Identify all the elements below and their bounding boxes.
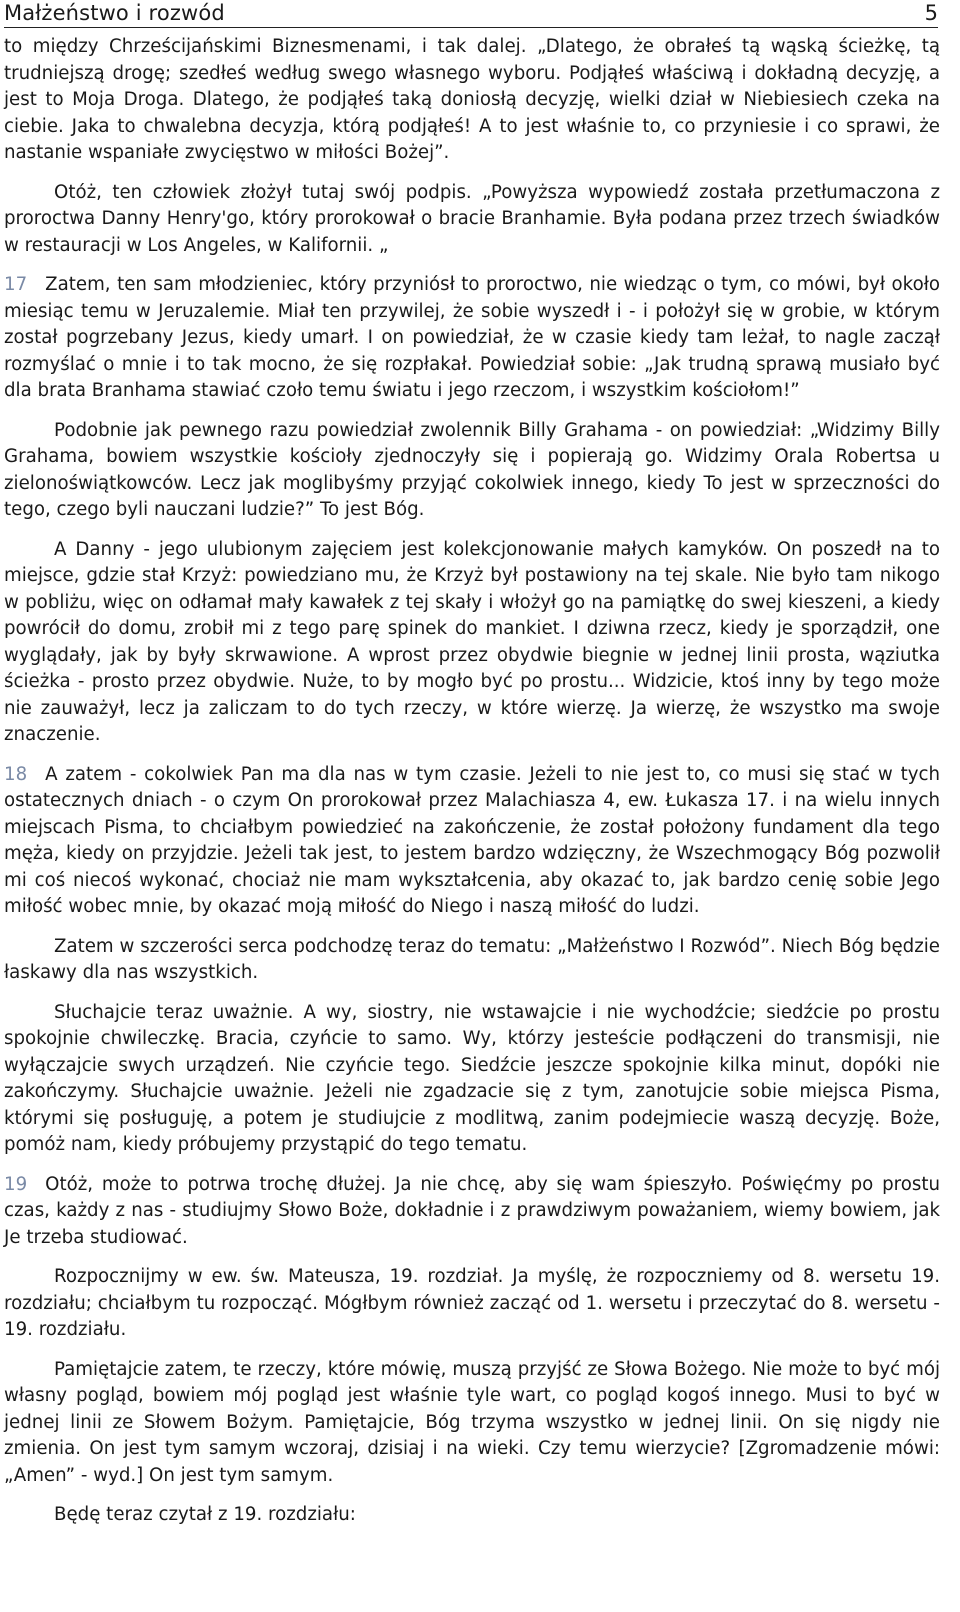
paragraph-text: A Danny - jego ulubionym zajęciem jest kolekcjonowanie małych kamyków. On poszedł na to miejsce, gdzie stał Krzyż: powiedziano mu, że Krzyż był postawiony na tej skale. Nie było tam nikogo w pobliżu, więc on odłamał mały kawałek z tej skały i włożył go na pamiątkę do swej kieszeni, a kiedy powrócił do domu, zrobił mi z tego parę spinek do mankiet. I dziwna rzecz, kiedy je sporządził, one wyglądały, jak by były skrwawione. A wprost przez obydwie biegnie w jednej linii prosta, wąziutka ścieżka - prosto przez obydwie. Nuże, to by mogło być po prostu... Widzicie, ktoś inny by tego może nie zauważył, lecz ja zaliczam to do tych rzeczy, w które wierzę. Ja wierzę, że wszystko ma swoje znaczenie.	[4, 538, 940, 745]
paragraph-11	[4, 1357, 940, 1490]
paragraph-number: 19	[4, 1173, 28, 1195]
paragraph-number: 17	[4, 274, 28, 295]
paragraph-text: Będę teraz czytał z 19. rozdziału:	[54, 1504, 356, 1525]
paragraph-9	[4, 1172, 940, 1252]
paragraph-7	[4, 934, 940, 987]
paragraph-text: Słuchajcie teraz uważnie. A wy, siostry, nie wstawajcie i nie wychodźcie; siedźcie po prostu spokojnie chwileczkę. Bracia, czyńcie to samo. Wy, którzy jesteście podłączeni do transmisji, nie wyłączajcie swych urządzeń. Nie czyńcie tego. Siedźcie jeszcze spokojnie kilka minut, dopóki nie zakończymy. Słuchajcie uważnie. Jeżeli nie zgadzacie się z tym, zanotujcie sobie miejsca Pisma, którymi się posługuję, a potem je studiujcie z modlitwą, zanim podejmiecie waszą decyzję. Boże, pomóż nam, kiedy próbujemy przystąpić do tego tematu.	[4, 1001, 940, 1155]
paragraph-5	[4, 537, 940, 749]
paragraph-text: Podobnie jak pewnego razu powiedział zwolennik Billy Grahama - on powiedział: „Widzimy Billy Grahama, bowiem wszystkie kościoły zjednoczyły się i popierają go. Widzimy Orala Robertsa u zielonoświątkowców. Lecz jak moglibyśmy przyjąć cokolwiek innego, kiedy To jest w sprzeczności do tego, czego byli nauczani ludzie?” To jest Bóg.	[4, 419, 940, 520]
page-header	[4, 0, 938, 28]
paragraph-text: Zatem w szczerości serca podchodzę teraz do tematu: „Małżeństwo I Rozwód”. Niech Bóg będzie łaskawy dla nas wszystkich.	[4, 935, 940, 983]
paragraph-2	[4, 180, 940, 260]
paragraph-text: Otóż, może to potrwa trochę dłużej. Ja nie chcę, aby się wam śpieszyło. Poświęćmy po prostu czas, każdy z nas - studiujmy Słowo Boże, dokładnie i z prawdziwym poważaniem, wiemy bowiem, jak Je trzeba studiować.	[4, 1173, 940, 1248]
paragraph-6	[4, 762, 940, 921]
paragraph-text: A zatem - cokolwiek Pan ma dla nas w tym czasie. Jeżeli to nie jest to, co musi się stać w tych ostatecznych dniach - o czym On prorokował przez Malachiasza 4, ew. Łukasza 17. i na wielu innych miejscach Pisma, to chciałbym powiedzieć na zakończenie, że został położony fundament dla tego męża, kiedy on przyjdzie. Jeżeli tak jest, to jestem bardzo wdzięczny, że Wszechmogący Bóg pozwolił mi coś niecoś wykonać, chociaż nie mam wykształcenia, aby okazać to, jak bardzo cenię sobie Jego miłość wobec mnie, by okazać moją miłość do Niego i naszą miłość do ludzi.	[4, 763, 940, 917]
paragraph-number: 18	[4, 763, 28, 785]
paragraph-text: Otóż, ten człowiek złożył tutaj swój podpis. „Powyższa wypowiedź została przetłumaczona z proroctwa Danny Henry'go, który prorokował o bracie Branhamie. Była podana przez trzech świadków w restauracji w Los Angeles, w Kalifornii. „	[4, 181, 940, 256]
paragraph-text: to między Chrześcijańskimi Biznesmenami, i tak dalej. „Dlatego, że obrałeś tą wąską ścieżkę, tą trudniejszą drogę; szedłeś według swego własnego wyboru. Podjąłeś właściwą i dokładną decyzję, a jest to Moja Droga. Dlatego, że podjąłeś taką doniosłą decyzję, wielki dział w Niebiesiech czeka na ciebie. Jaka to chwalebna decyzja, którą podjąłeś! A to jest właśnie to, co przyniesie i co sprawi, że nastanie wspaniałe zwycięstwo w miłości Bożej”.	[4, 36, 940, 163]
paragraph-10	[4, 1264, 940, 1344]
document-title: Małżeństwo i rozwód	[4, 1, 225, 25]
paragraph-text: Pamiętajcie zatem, te rzeczy, które mówię, muszą przyjść ze Słowa Bożego. Nie może to być mój własny pogląd, bowiem mój pogląd jest właśnie tyle wart, co pogląd kogoś innego. Musi to być w jednej linii ze Słowem Bożym. Pamiętajcie, Bóg trzyma wszystko w jednej linii. On się nigdy nie zmienia. On jest tym samym wczoraj, dzisiaj i na wieki. Czy temu wierzycie? [Zgromadzenie mówi: „Amen” - wyd.] On jest tym samym.	[4, 1358, 940, 1486]
document-body	[4, 34, 940, 1542]
paragraph-3	[4, 272, 940, 405]
paragraph-4	[4, 418, 940, 524]
paragraph-text: Rozpocznijmy w ew. św. Mateusza, 19. rozdział. Ja myślę, że rozpoczniemy od 8. wersetu 19. rozdziału; chciałbym tu rozpocząć. Mógłbym również zacząć od 1. wersetu i przeczytać do 8. wersetu - 19. rozdziału.	[4, 1266, 940, 1340]
paragraph-8	[4, 1000, 940, 1159]
page-number: 5	[924, 1, 938, 25]
paragraph-1	[4, 34, 940, 167]
paragraph-12	[4, 1502, 940, 1529]
paragraph-text: Zatem, ten sam młodzieniec, który przyniósł to proroctwo, nie wiedząc o tym, co mówi, był około miesiąc temu w Jeruzalemie. Miał ten przywilej, że sobie wyszedł i - i położył się w grobie, w którym został pogrzebany Jezus, kiedy umarł. I on powiedział, że w czasie kiedy tam leżał, to nagle zaczął rozmyślać o mnie i to tak mocno, że się rozpłakał. Powiedział sobie: „Jak trudną sprawą musiało być dla brata Branhama stawiać czoło temu światu i jego rzeczom, i wszystkim kościołom!”	[4, 274, 940, 401]
